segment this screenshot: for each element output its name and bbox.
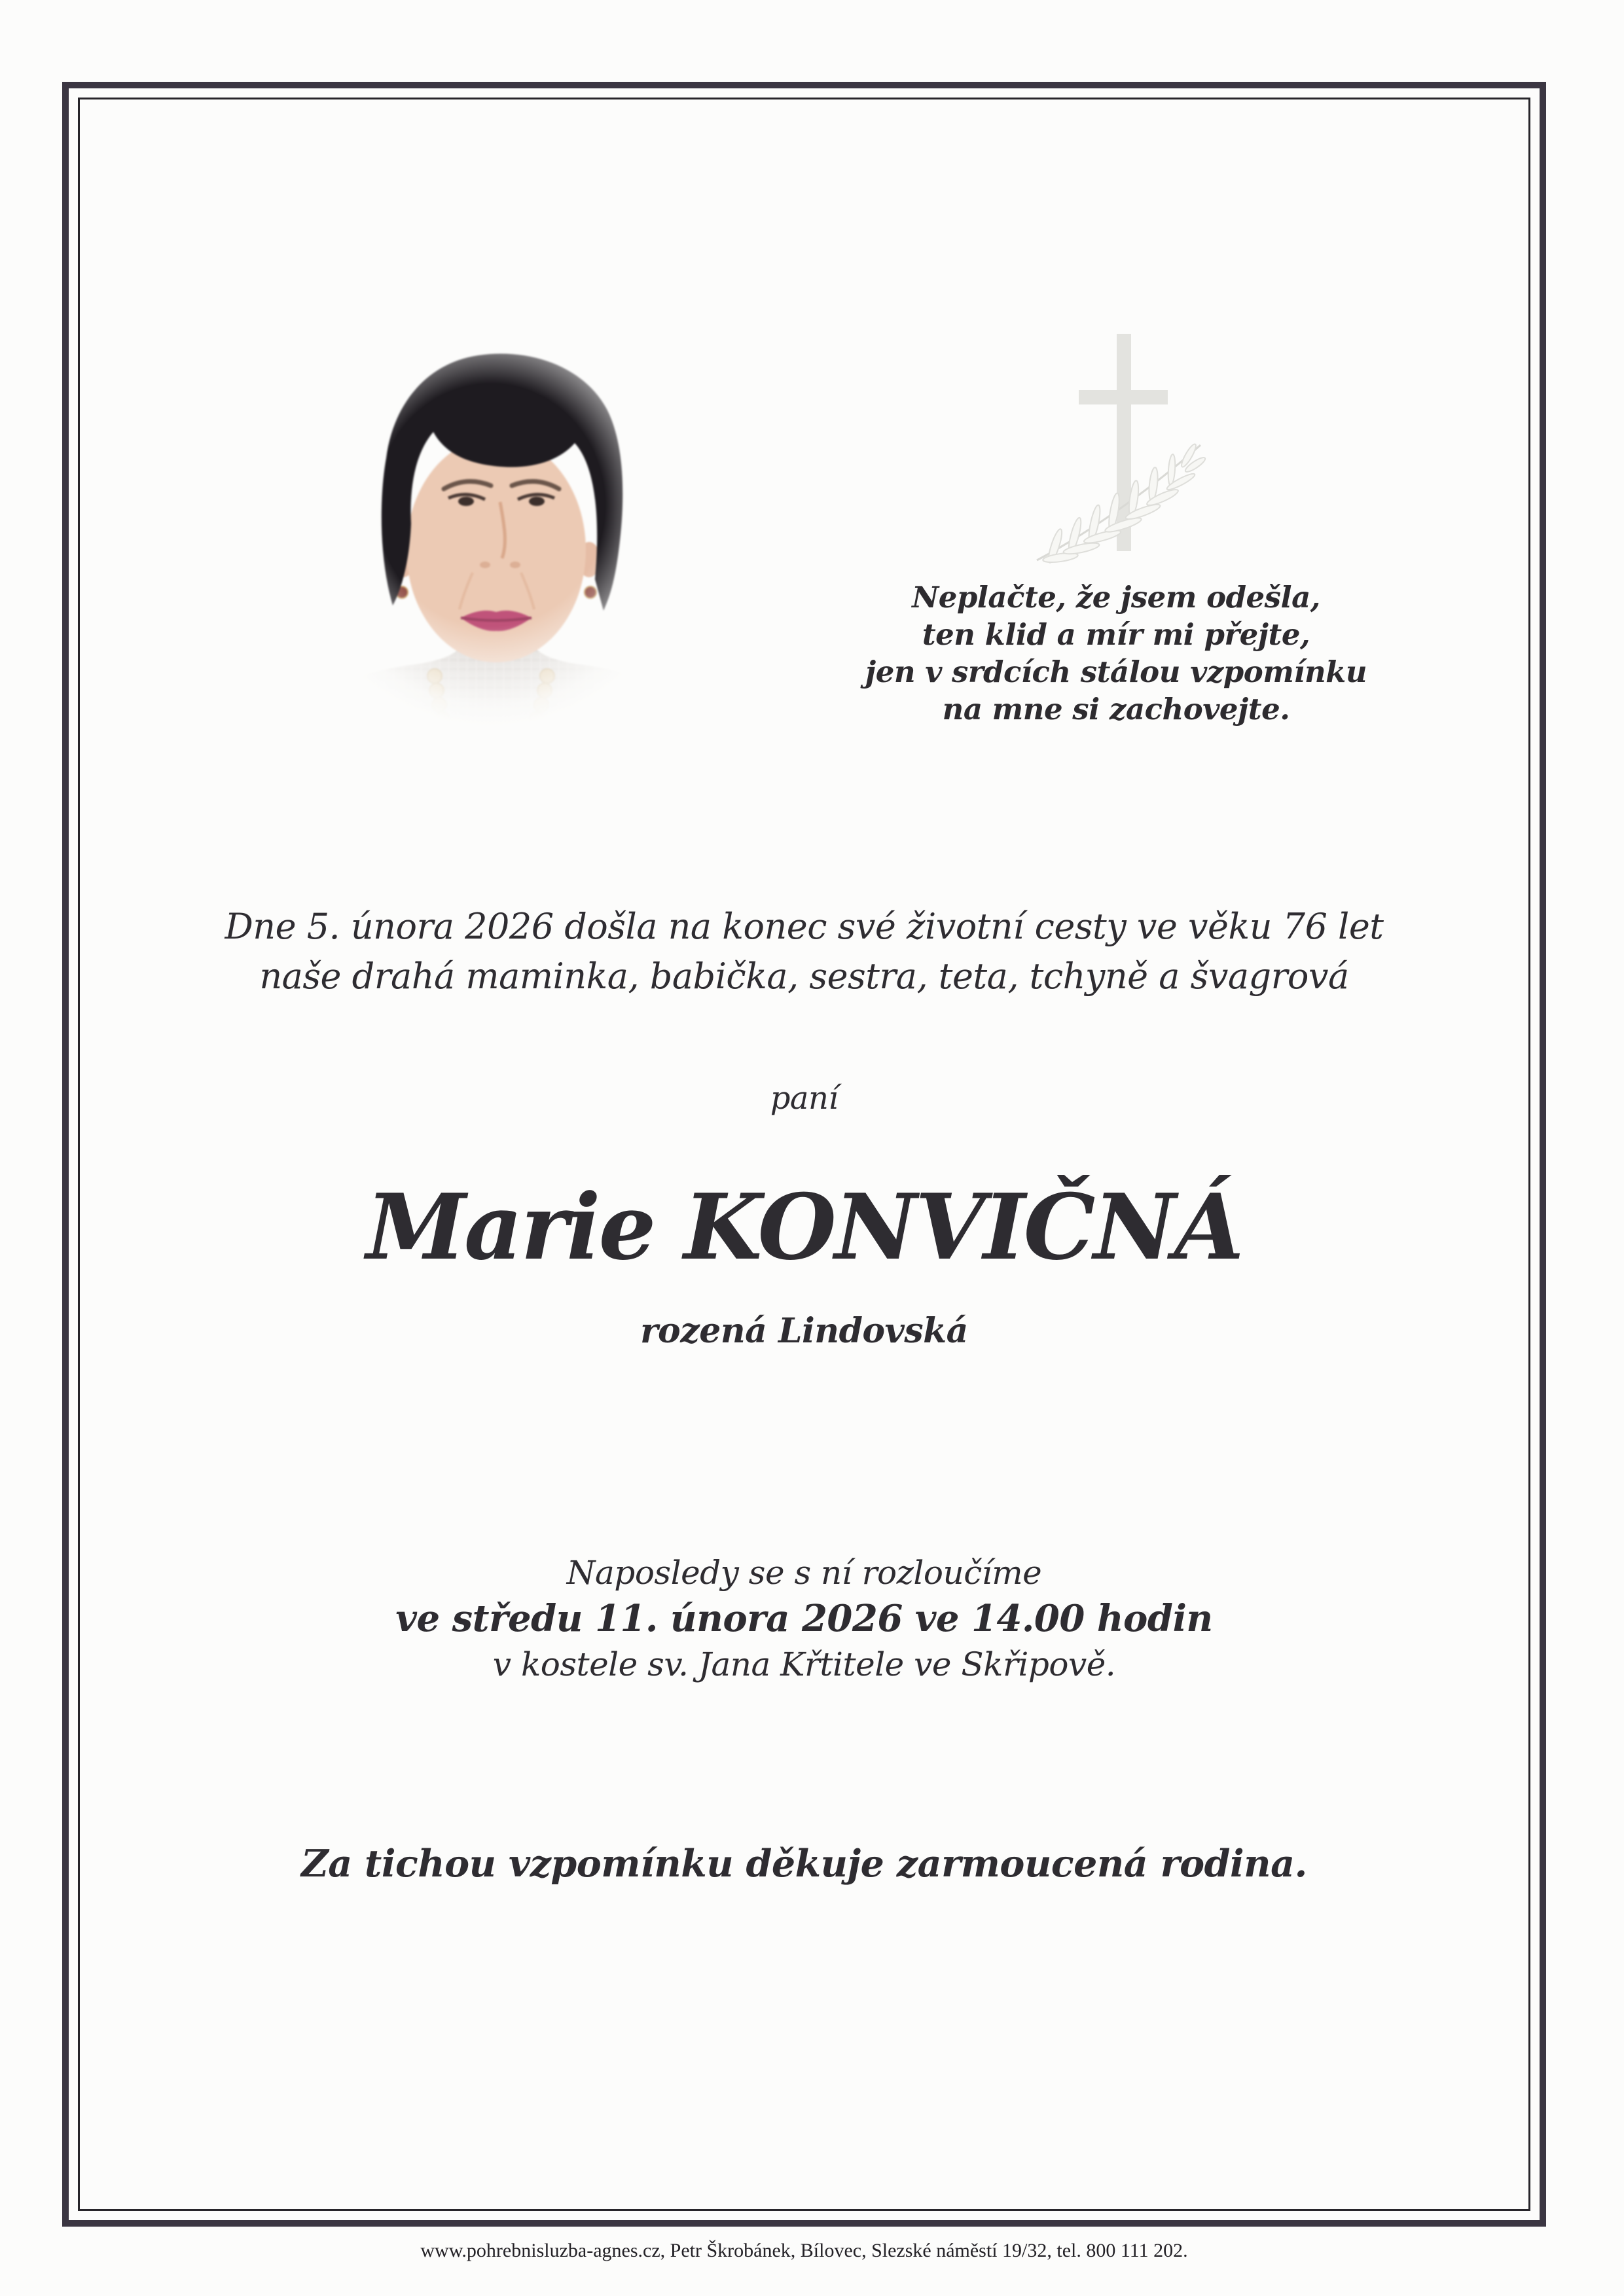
farewell-line: Naposledy se s ní rozloučíme (566, 1554, 1042, 1592)
poem-line: jen v srdcích stálou vzpomínku (865, 655, 1367, 689)
intro-block (62, 902, 1546, 1001)
intro-line: Dne 5. února 2026 došla na konec své životní cesty ve věku 76 let (225, 906, 1384, 947)
poem-block (864, 579, 1368, 728)
farewell-place-line: v kostele sv. Jana Křtitele ve Skřipově. (492, 1645, 1116, 1683)
thanks-line: Za tichou vzpomínku děkuje zarmoucená rodina. (301, 1842, 1307, 1886)
farewell-block (62, 1550, 1546, 1687)
cross-icon (1028, 327, 1211, 569)
poem-line: ten klid a mír mi přejte, (922, 617, 1310, 652)
maiden-name: rozená Lindovská (640, 1311, 968, 1351)
portrait-photo (288, 298, 694, 730)
farewell-date-line: ve středu 11. února 2026 ve 14.00 hodin (395, 1597, 1213, 1640)
poem-line: na mne si zachovejte. (942, 692, 1290, 726)
intro-line: naše drahá maminka, babička, sestra, teta, tchyně a švagrová (259, 956, 1349, 997)
honorific: paní (770, 1080, 839, 1117)
footer-contact: www.pohrebnisluzba-agnes.cz, Petr Škrobánek, Bílovec, Slezské náměstí 19/32, tel. 800 111 202. (420, 2240, 1188, 2261)
deceased-name: Marie KONVIČNÁ (366, 1174, 1242, 1280)
photo-vignette (284, 294, 698, 734)
poem-line: Neplačte, že jsem odešla, (912, 580, 1320, 615)
